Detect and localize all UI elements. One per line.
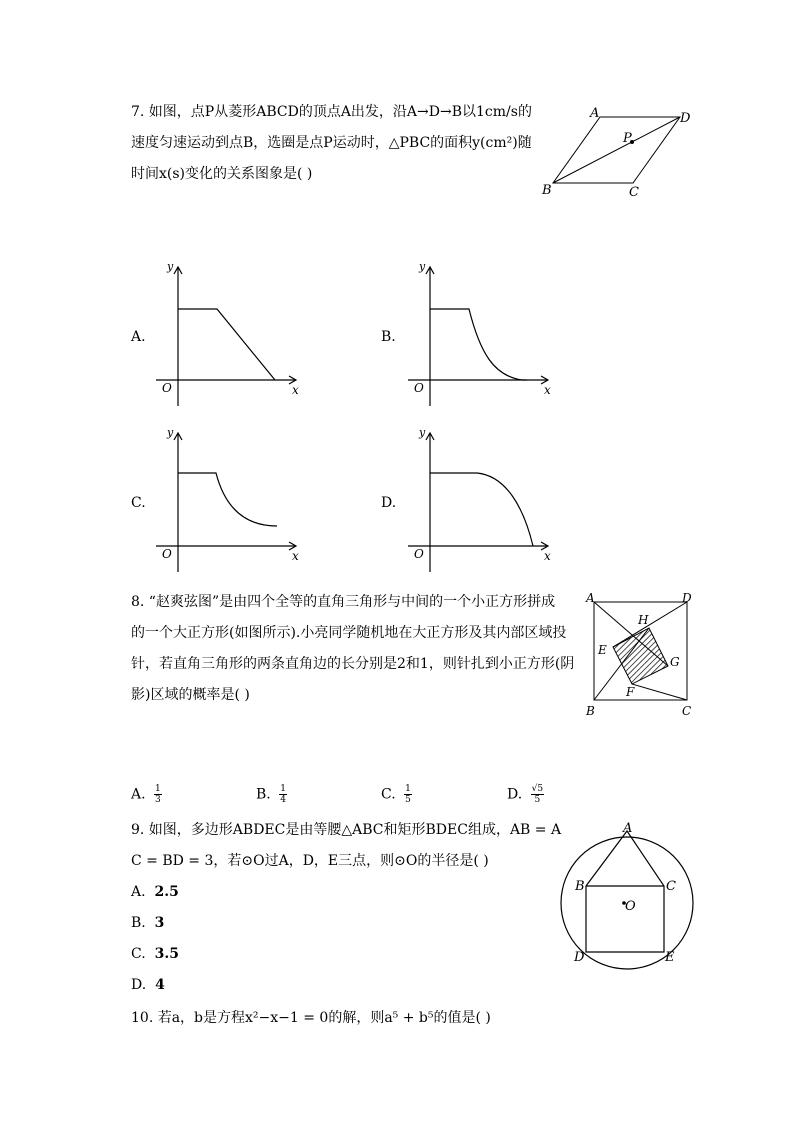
q7-option-d-x-label: x [544,549,551,563]
q7-option-d-origin: O [414,547,424,561]
q9-option-d: D. 4 [131,977,165,993]
q7-option-c-x-label: x [292,549,299,563]
q7-option-b-graph [402,258,552,408]
q7-option-d-y-label: y [419,426,426,439]
q8-option-b-label: B. [256,786,271,803]
q8-label-g: G [670,655,680,669]
q7-option-a-x-label: x [292,383,299,397]
q8-label-f: F [626,685,635,699]
q7-option-b-label: B. [381,329,396,345]
q8-option-b [256,784,287,805]
q7-option-a-graph [150,258,300,408]
q8-zhao-shuang-figure [582,590,700,720]
q7-label-a: A [590,106,600,121]
q8-label-a: A [586,591,595,605]
q7-label-b: B [542,183,552,198]
q7-line-2: 速度匀速运动到点B，选圈是点P运动时，△PBC的面积y(cm²)随 [131,135,532,151]
q8-line-4: 影)区域的概率是( ) [131,687,250,703]
q9-label-a: A [623,821,633,836]
q9-circle-figure [555,820,705,970]
q7-option-c-graph [150,424,300,574]
q8-option-a-label: A. [131,786,146,803]
q7-option-c-y-label: y [167,426,174,439]
q8-line-2: 的一个大正方形(如图所示).小亮同学随机地在大正方形及其内部区域投 [131,625,567,641]
q8-line-3: 针，若直角三角形的两条直角边的长分别是2和1，则针扎到小正方形(阴 [131,656,575,672]
q7-option-c-origin: O [162,547,172,561]
q7-option-b-origin: O [414,381,424,395]
q8-label-b: B [586,704,595,718]
q8-label-c: C [682,704,692,718]
q7-line-1: 7. 如图，点P从菱形ABCD的顶点A出发，沿A→D→B以1cm/s的 [131,104,532,120]
q8-line-1: 8. “赵爽弦图”是由四个全等的直角三角形与中间的一个小正方形拼成 [131,594,556,610]
q9-option-b: B. 3 [131,915,165,931]
q7-option-a-y-label: y [167,260,174,273]
q7-label-d: D [680,111,691,126]
q7-option-b-x-label: x [544,383,551,397]
q8-option-d [507,784,544,805]
q8-option-a-fraction: $\frac{1}{3}$ [155,784,161,805]
q7-option-d-graph [402,424,552,574]
q7-option-a-origin: O [162,381,172,395]
q7-option-b-y-label: y [419,260,426,273]
q8-option-c [381,784,412,805]
q8-option-d-label: D. [507,786,523,803]
q8-label-h: H [638,613,649,627]
q9-option-c: C. 3.5 [131,946,179,962]
q9-label-o: O [625,899,636,914]
q9-line-2: C = BD = 3，若⊙O过A，D，E三点，则⊙O的半径是( ) [131,853,489,869]
q7-option-d-label: D. [381,495,397,511]
q7-rhombus-figure [540,105,700,200]
q9-label-c: C [666,879,676,894]
q7-label-c: C [629,185,639,200]
q8-option-c-fraction: $\frac{1}{5}$ [405,784,411,805]
q8-option-d-fraction: $\frac{√5}{5}$ [531,784,544,805]
q7-line-3: 时间x(s)变化的关系图象是( ) [131,166,313,182]
q9-label-e: E [665,950,675,965]
q8-label-e: E [598,643,607,657]
q8-option-b-fraction: $\frac{1}{4}$ [280,784,286,805]
q9-label-d: D [574,950,585,965]
q8-label-d: D [682,591,692,605]
q7-option-c-label: C. [131,495,146,511]
q9-line-1: 9. 如图，多边形ABDEC是由等腰△ABC和矩形BDEC组成，AB = A [131,822,562,838]
q9-label-b: B [575,879,585,894]
q7-option-a-label: A. [131,329,146,345]
q8-option-a [131,784,162,805]
q10-line-1: 10. 若a，b是方程x²−x−1 = 0的解，则a⁵ + b⁵的值是( ) [131,1010,491,1026]
q7-label-p: P [623,131,632,146]
q9-option-a: A. 2.5 [131,884,179,900]
q8-option-c-label: C. [381,786,396,803]
